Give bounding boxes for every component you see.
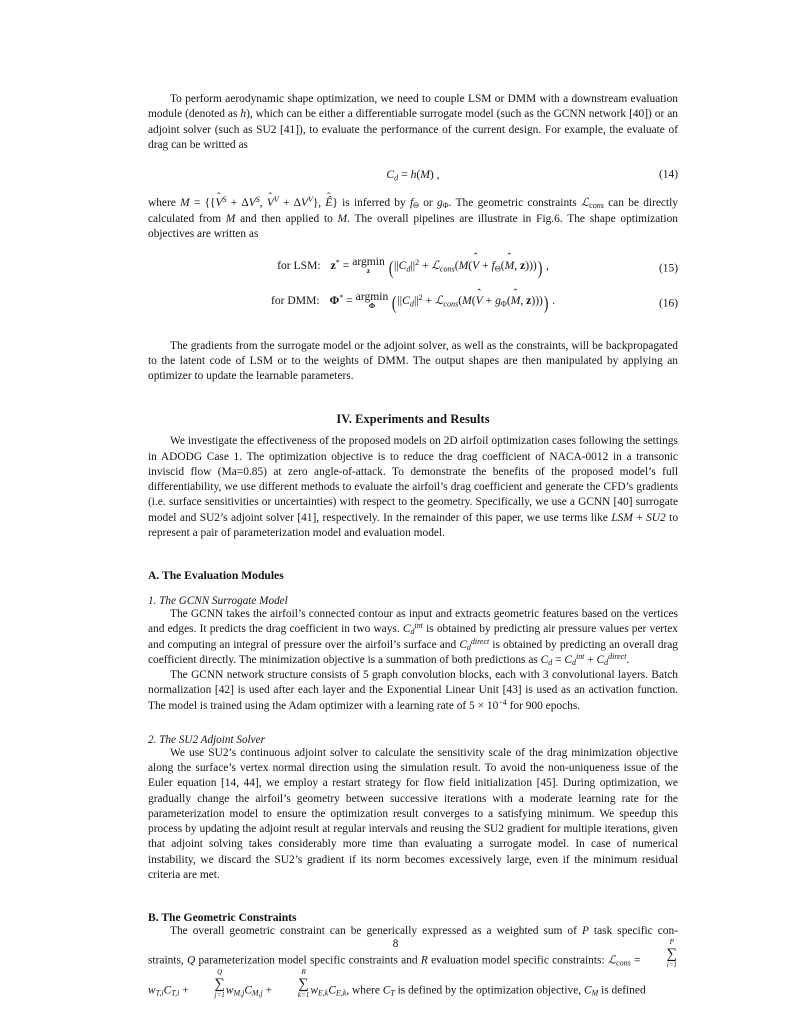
equation-16-number: (16) <box>659 297 678 310</box>
page-number: 8 <box>392 938 399 950</box>
paragraph-intro-coupling: To perform aerodynamic shape optimization, we need to couple LSM or DMM with a downstream evaluation module (denoted as h), which can be either a differentiable surrogate model (such as the GCNN network [40]) or an adjoint solver (such as SU2 [41]), to evaluate the performance of the current design. For example, the evaluate of drag can be writted as <box>148 93 678 151</box>
equation-14-body: $C_d = h(M)$ , <box>386 168 440 183</box>
paragraph-gcnn-architecture: The GCNN network structure consists of 5 graph convolution blocks, each with 3 convolutional layers. Batch normalization [42] is used after each layer and the Exponential Linear Unit [43] is used as an activation function. The model is trained using the Adam optimizer with a learning rate of $5 \times 10^{-4}$ for 900 epochs. <box>148 669 678 712</box>
page-content <box>148 92 678 1000</box>
equation-14-number: (14) <box>659 168 678 181</box>
subsubsection-heading-gcnn-surrogate: 1. The GCNN Surrogate Model <box>148 595 288 608</box>
equation-15-number: (15) <box>659 262 678 275</box>
subsection-heading-geometric-constraints: B. The Geometric Constraints <box>148 911 297 925</box>
section-heading-experiments: IV. Experiments and Results <box>336 412 490 427</box>
equation-15-label: for LSM: <box>277 259 321 273</box>
paragraph-where-definitions: where M = {{ˆ $V^S + \Delta V^S$, ˆ $V^V + \Delta V^V$}, ˆ Ê} is inferred by $f_\Theta$ or $g_\Phi$. The geometric constraints ℒ$_{cons}$ can be directly calculated from M and then applied to M. The overall pipelines are illustrate in Fig.6. The shape optimization objectives are written as <box>148 196 678 242</box>
equation-15-body: for LSM: z* = argmin z ($||C_d||^2$ + ℒ$_{cons}$(M(ˆ $V + f_\Theta(ˆ$ M, z)))) , <box>277 255 549 283</box>
subsection-heading-evaluation-modules: A. The Evaluation Modules <box>148 569 284 583</box>
equation-14-block <box>148 166 678 183</box>
paragraph-gcnn-description: The GCNN takes the airfoil’s connected contour as input and extracts geometric features based on the vertices and edges. It predicts the drag coefficient in two ways. $C_d^{int}$ is obtained by predicting air pressure values per vertex and computing an integral of pressure over the airfoil’s surface and $C_d^{direct}$ is obtained by predicting an overall drag coefficient directly. The minimization objective is a summation of both predictions as $C_d = C_d^{int} + C_d^{direct}$. <box>148 608 678 667</box>
paragraph-experiments-setup: We investigate the effectiveness of the proposed models on 2D airfoil optimization cases following the settings in ADODG Case 1. The optimization objective is to reduce the drag coefficient of NACA-0012 in a transonic inviscid flow (Ma=0.85) at zero angle-of-attack. To demonstrate the benefits of the proposed model’s full differentiability, we use different methods to evaluate the airfoil’s drag coefficient and generate the CFD’s gradients (i.e. surface sensitivities or uncertainties) with respect to the geometry. Specifically, we use a GCNN [40] surrogate model and SU2’s adjoint solver [41], respectively. In the remainder of this paper, we use terms like LSM + SU2 to represent a pair of parameterization model and evaluation model. <box>148 435 679 539</box>
equation-16-label: for DMM: <box>271 294 320 308</box>
equation-16-block <box>148 290 678 318</box>
paragraph-su2-adjoint-description: We use SU2’s continuous adjoint solver to calculate the sensitivity scale of the drag minimization objective along the surface’s vertex normal direction using the simulation result. To avoid the non-uniqueness issue of the Euler equation [14, 44], we employ a restart strategy for flow field initialization [45]. During optimization, we gradually change the airfoil’s geometry between successive iterations with a moderate learning rate for the parameterization model to ensure the optimization result converges to a satisfying minimum. We speedup this process by updating the adjoint result at regular intervals and reusing the SU2 gradient for multiple iterations, given that adjoint solving takes considerably more time than evaluating a surrogate model. In case of numerical instability, we discard the SU2’s gradient if its norm becomes excessively large, even if the minimum residual criteria are met. <box>148 746 678 881</box>
subsubsection-heading-su2-adjoint: 2. The SU2 Adjoint Solver <box>148 733 265 746</box>
equation-15-block <box>148 255 678 283</box>
equation-16-body: for DMM: Φ* = argmin Φ ($||C_d||^2$ + ℒ$_{cons}$(M(ˆ $V + g_\Phi(ˆ$ M, z)))) . <box>271 290 555 318</box>
paragraph-gradients-backprop: The gradients from the surrogate model or the adjoint solver, as well as the constraints, will be backpropagated to the latent code of LSM or to the weights of DMM. The output shapes are then manipulated by applying an optimizer to update the learnable parameters. <box>148 339 678 383</box>
paragraph-geometric-constraints: The overall geometric constraint can be generically expressed as a weighted sum of P task specific con- straints, Q parameterization model specific constraints and R evaluation model specific constraints: ℒ$_{cons}$ = P ∑ i=1 $w_{T,i}C_{T,i}$ + Q ∑ j=1 $w_{M,j}C_{M,j}$ + R ∑ k=1 $w_{E,k}C_{E,k}$, where $C_T$ is defined by the optimization objective, $C_M$ is defined <box>148 925 678 1000</box>
